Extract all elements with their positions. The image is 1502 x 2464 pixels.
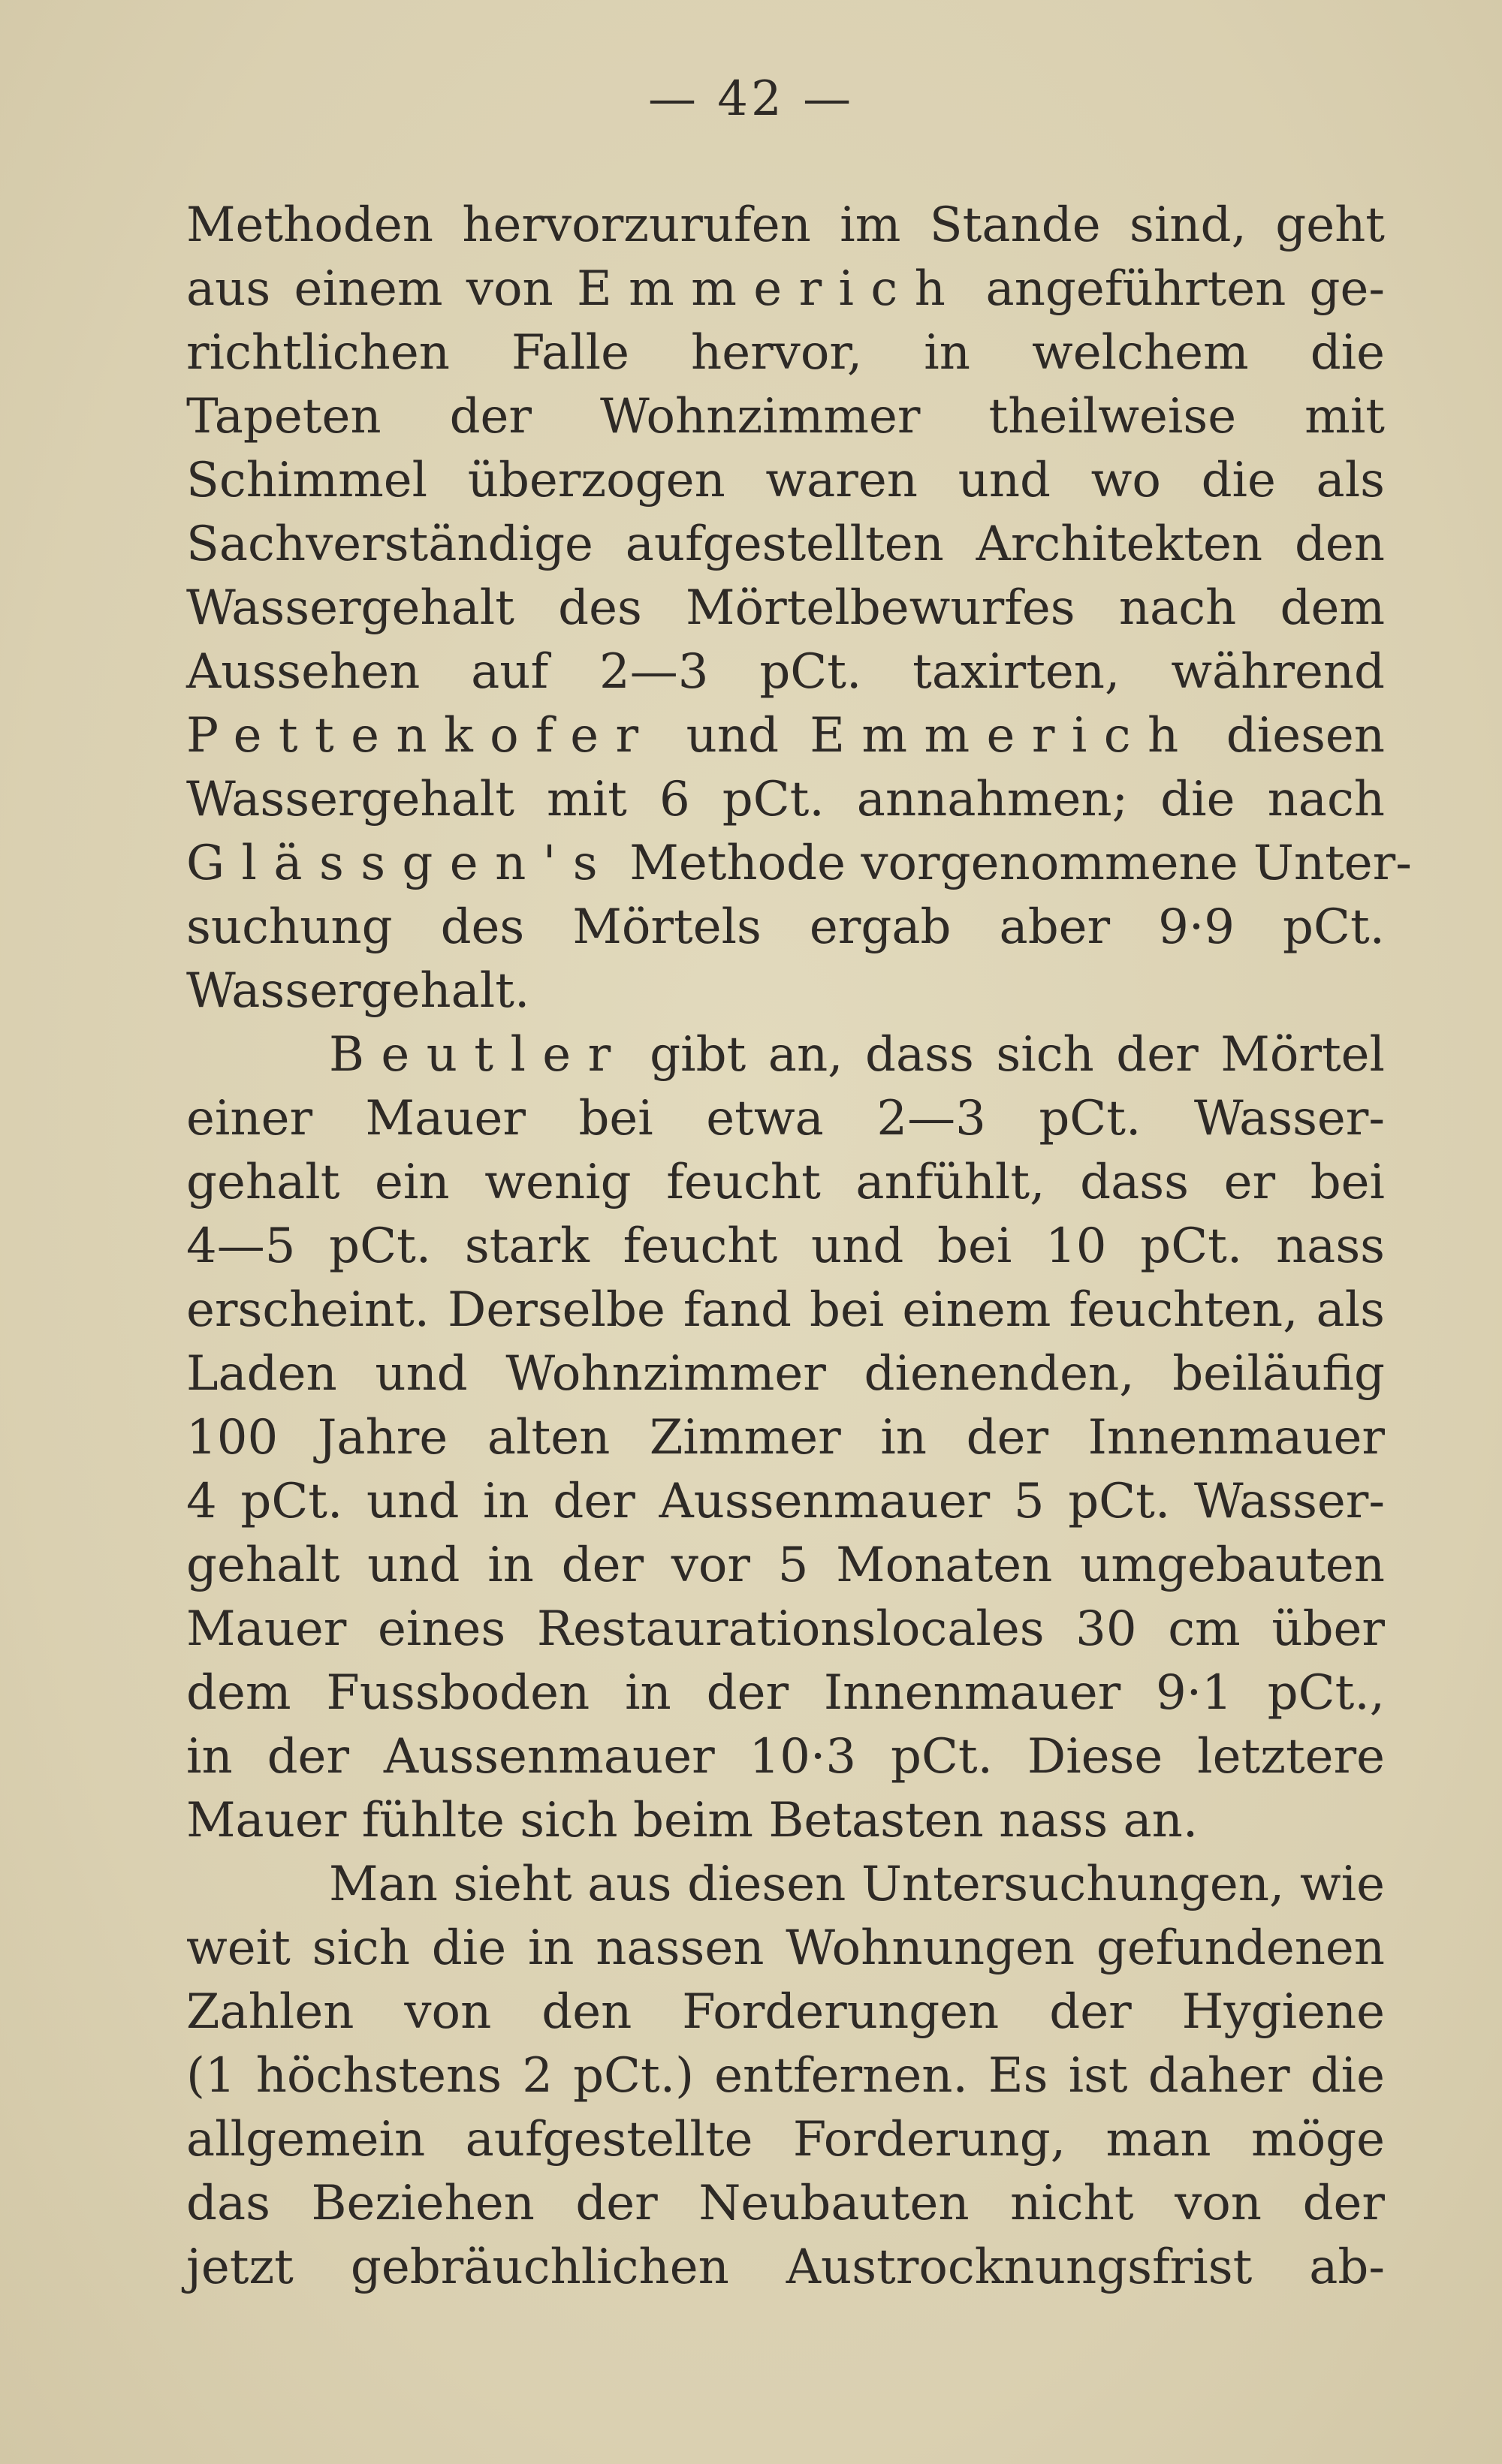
text-segment: Tapeten der Wohnzimmer theilweise mit: [186, 389, 1385, 444]
text-segment: Wassergehalt des Mörtelbewurfes nach dem: [186, 580, 1385, 636]
text-line: [186, 1725, 1385, 1789]
text-segment: das Beziehen der Neubauten nicht von der: [186, 2176, 1385, 2231]
text-line: [186, 2108, 1385, 2172]
text-segment: 4 pCt. und in der Aussenmauer 5 pCt. Wasser-: [186, 1474, 1385, 1529]
text-segment: 4—5 pCt. stark feucht und bei 10 pCt. nass: [186, 1218, 1385, 1274]
text-segment: jetzt gebräuchlichen Austrocknungsfrist ab-: [186, 2240, 1385, 2295]
text-line: [186, 2172, 1385, 2236]
text-line: [186, 1087, 1385, 1151]
text-segment: Aussehen auf 2—3 pCt. taxirten, während: [186, 644, 1385, 700]
text-segment: gibt an, dass sich der Mörtel: [627, 1027, 1385, 1083]
text-line: [186, 1279, 1385, 1342]
text-line: [186, 832, 1412, 896]
text-segment: erscheint. Derselbe fand bei einem feuchten, als: [186, 1282, 1385, 1338]
text-segment: weit sich die in nassen Wohnungen gefundenen: [186, 1920, 1385, 1976]
text-line: [186, 1661, 1385, 1725]
text-line: [186, 258, 1385, 321]
text-line: [186, 385, 1385, 449]
text-line: [186, 194, 1385, 258]
text-line: [186, 1598, 1385, 1661]
text-line: [186, 896, 1385, 959]
text-line: [186, 768, 1385, 832]
text-segment: Methode vorgenommene Unter-: [614, 836, 1412, 891]
text-line: [186, 1981, 1385, 2044]
text-segment: Wassergehalt mit 6 pCt. annahmen; die nach: [186, 772, 1385, 827]
text-segment: allgemein aufgestellte Forderung, man möge: [186, 2112, 1385, 2167]
text-line: [186, 2236, 1385, 2300]
text-segment: Mauer eines Restaurationslocales 30 cm über: [186, 1601, 1385, 1657]
text-line: [186, 1534, 1385, 1598]
text-segment: aus einem von: [186, 261, 577, 317]
text-segment: diesen: [1195, 708, 1386, 764]
text-line: [186, 1470, 1385, 1534]
text-segment: Schimmel überzogen waren und wo die als: [186, 453, 1385, 508]
text-segment: gehalt ein wenig feucht anfühlt, dass er bei: [186, 1155, 1385, 1210]
spaced-name: Emmerich: [577, 261, 963, 317]
text-segment: Sachverständige aufgestellten Architekten den: [186, 517, 1385, 572]
text-line: [186, 704, 1385, 768]
text-line: [186, 1853, 1385, 1917]
text-line: [186, 513, 1385, 577]
text-segment: gehalt und in der vor 5 Monaten umgebauten: [186, 1538, 1385, 1593]
text-line: [186, 640, 1385, 704]
text-segment: Laden und Wohnzimmer dienenden, beiläufig: [186, 1346, 1385, 1402]
text-line: [186, 2044, 1385, 2108]
spaced-name: Pettenkofer: [186, 708, 656, 764]
text-segment: und: [655, 708, 810, 764]
text-line: [186, 1215, 1385, 1279]
spaced-name: Beutler: [329, 1027, 628, 1083]
text-segment: (1 höchstens 2 pCt.) entfernen. Es ist daher die: [186, 2048, 1385, 2104]
text-line: [186, 321, 1385, 385]
body-text: [186, 194, 1412, 2300]
text-line: [186, 449, 1385, 513]
text-line: [186, 959, 1385, 1023]
text-segment: Methoden hervorzurufen im Stande sind, geht: [186, 197, 1385, 253]
text-segment: Man sieht aus diesen Untersuchungen, wie: [329, 1857, 1385, 1912]
text-segment: richtlichen Falle hervor, in welchem die: [186, 325, 1385, 381]
text-line: [186, 1917, 1385, 1981]
page-number: — 42 —: [647, 71, 855, 127]
text-line: [186, 1342, 1385, 1406]
text-line: [186, 1023, 1385, 1087]
text-line: [186, 1789, 1385, 1853]
text-segment: 100 Jahre alten Zimmer in der Innenmauer: [186, 1410, 1385, 1465]
text-segment: Zahlen von den Forderungen der Hygiene: [186, 1984, 1385, 2040]
text-segment: Wassergehalt.: [186, 963, 530, 1019]
spaced-name: Glässgen's: [186, 836, 614, 891]
text-line: [186, 577, 1385, 640]
text-segment: dem Fussboden in der Innenmauer 9·1 pCt.,: [186, 1665, 1385, 1721]
spaced-name: Emmerich: [810, 708, 1196, 764]
text-segment: Mauer fühlte sich beim Betasten nass an.: [186, 1793, 1199, 1848]
text-segment: einer Mauer bei etwa 2—3 pCt. Wasser-: [186, 1091, 1385, 1146]
text-line: [186, 1151, 1385, 1215]
text-segment: angeführten ge-: [962, 261, 1386, 317]
text-segment: in der Aussenmauer 10·3 pCt. Diese letztere: [186, 1729, 1385, 1785]
text-segment: suchung des Mörtels ergab aber 9·9 pCt.: [186, 899, 1385, 955]
text-line: [186, 1406, 1385, 1470]
